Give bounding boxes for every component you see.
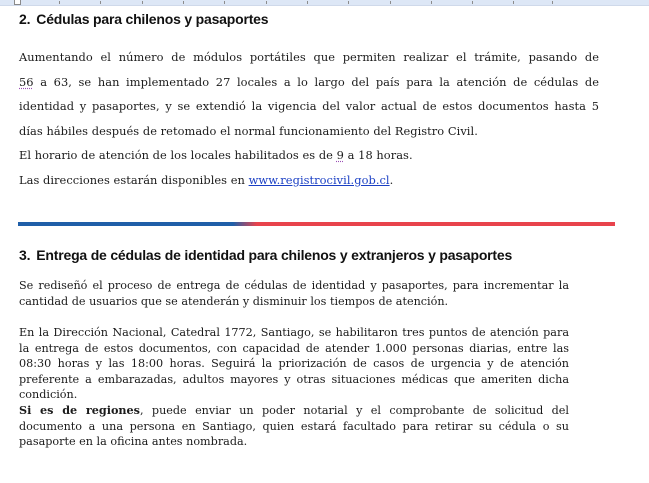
directions-line: Las direcciones estarán disponibles en www.registrocivil.gob.cl. <box>19 172 394 187</box>
section-3-heading <box>19 247 512 263</box>
section-3-line: cantidad de usuarios que se atenderán y disminuir los tiempos de atención. <box>19 294 449 308</box>
ruler-tick <box>224 1 225 4</box>
ruler-tick <box>59 1 60 4</box>
section-3-title: Entrega de cédulas de identidad para chilenos y extranjeros y pasaportes <box>36 247 513 263</box>
ruler-tick <box>142 1 143 4</box>
ruler-tick <box>266 1 267 4</box>
ruler-indent-marker[interactable] <box>14 0 21 5</box>
section-3-line: Si es de regiones, puede enviar un poder notarial y el comprobante de solicitud del <box>19 403 570 417</box>
ruler-tick <box>513 1 514 4</box>
section-2-number: 2. <box>19 11 31 27</box>
ruler-tick <box>552 1 553 4</box>
section-3-paragraph-3 <box>19 403 569 450</box>
grammar-mark[interactable]: 9 <box>336 148 344 163</box>
ruler-tick <box>348 1 349 4</box>
section-3-paragraph-1 <box>19 278 569 309</box>
section-2-heading <box>19 11 268 27</box>
divider-stripe <box>18 222 615 226</box>
section-3-line: la entrega de estos documentos, con capacidad de atender 1.000 personas diarias, entre las <box>19 341 569 355</box>
section-3-line: preferente a embarazadas, adultos mayores y otras situaciones médicas que ameriten dicha <box>19 372 569 386</box>
schedule-line: El horario de atención de los locales habilitados es de 9 a 18 horas. <box>19 148 413 163</box>
section-2-title: Cédulas para chilenos y pasaportes <box>36 11 269 27</box>
section-2-line: 56 a 63, se han implementado 27 locales a lo largo del país para la atención de cédulas de <box>19 74 599 89</box>
section-2-line: Aumentando el número de módulos portátiles que permiten realizar el trámite, pasando de <box>19 50 599 64</box>
section-2-body <box>19 45 599 193</box>
section-3-line: pasaporte en la oficina antes nombrada. <box>19 435 248 449</box>
ruler-tick <box>431 1 432 4</box>
ruler-tick <box>390 1 391 4</box>
section-3-line: 08:30 horas y las 18:00 horas. Seguirá la priorización de casos de urgencia y de atención <box>19 357 569 371</box>
ruler-tick <box>472 1 473 4</box>
section-2-line: identidad y pasaportes, y se extendió la vigencia del valor actual de estos documentos hasta 5 <box>19 99 599 114</box>
ruler <box>0 0 649 6</box>
ruler-tick <box>183 1 184 4</box>
section-3-line: Se rediseñó el proceso de entrega de cédulas de identidad y pasaportes, para incrementar la <box>19 279 569 292</box>
section-3-number: 3. <box>19 247 31 263</box>
section-3-paragraph-2 <box>19 325 569 403</box>
section-3-line: condición. <box>19 388 78 402</box>
section-3-line: documento a una persona en Santiago, quien estará facultado para retirar su cédula o su <box>19 419 569 433</box>
section-3-line: En la Dirección Nacional, Catedral 1772, Santiago, se habilitaron tres puntos de atención para <box>19 326 569 339</box>
grammar-mark[interactable]: 56 <box>19 74 34 89</box>
ruler-tick <box>100 1 101 4</box>
ruler-tick <box>307 1 308 4</box>
section-2-line: días hábiles después de retomado el normal funcionamiento del Registro Civil. <box>19 123 478 138</box>
registro-civil-link[interactable]: www.registrocivil.gob.cl <box>248 172 390 187</box>
regions-emphasis: Si es de regiones <box>19 403 140 417</box>
